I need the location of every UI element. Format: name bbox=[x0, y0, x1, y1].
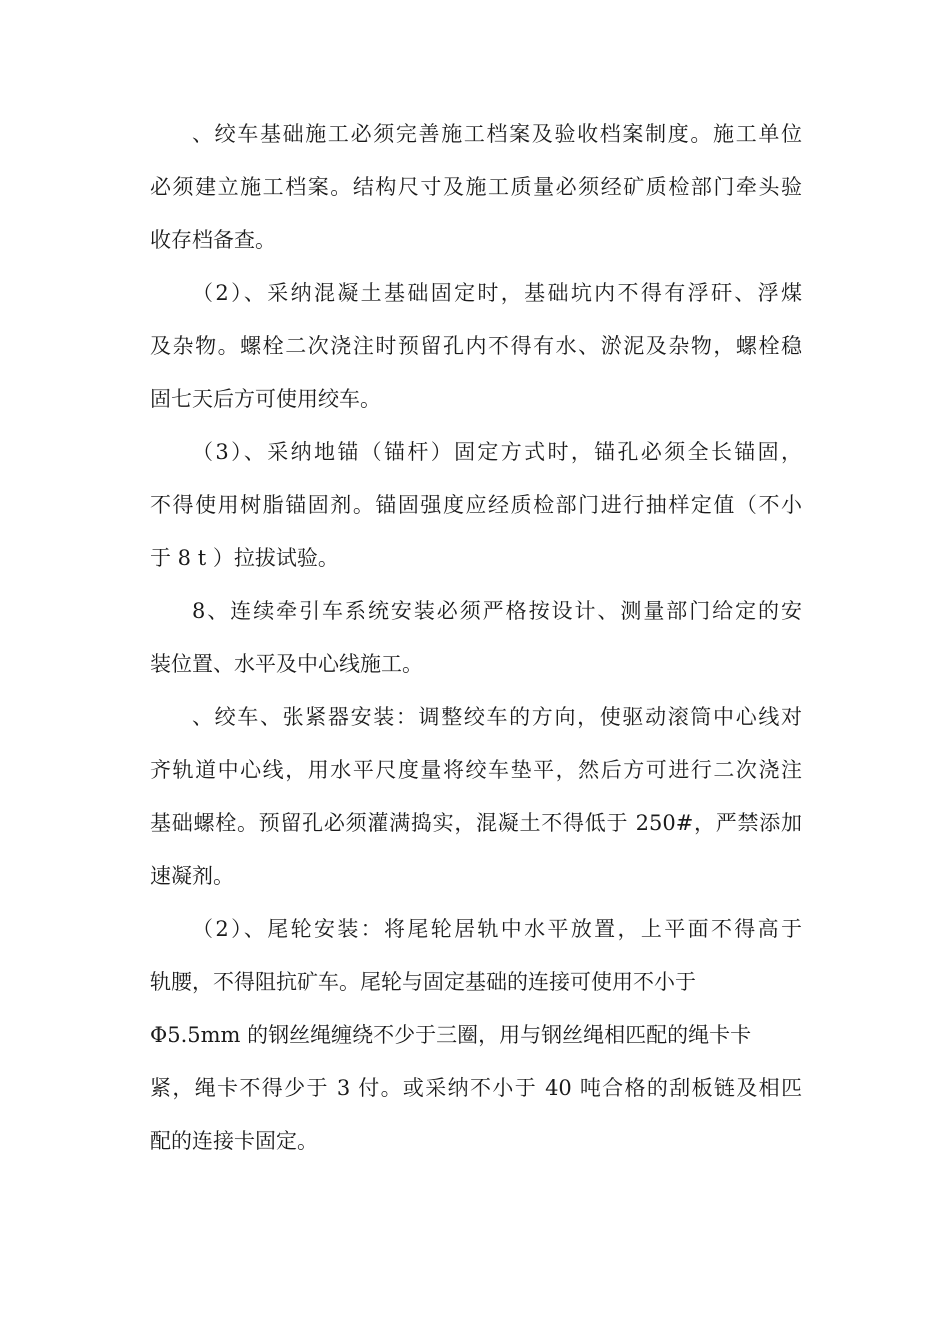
text-line: 齐轨道中心线，用水平尺度量将绞车垫平，然后方可进行二次浇注 bbox=[150, 758, 802, 782]
text-line: 基础螺栓。预留孔必须灌满捣实，混凝土不得低于 250#，严禁添加 bbox=[150, 811, 802, 835]
paragraph-5 bbox=[150, 691, 802, 903]
text-line: 固七天后方可使用绞车。 bbox=[150, 387, 381, 411]
paragraph-3 bbox=[150, 426, 802, 585]
text-line: 收存档备查。 bbox=[150, 228, 276, 252]
text-line: 必须建立施工档案。结构尺寸及施工质量必须经矿质检部门牵头验 bbox=[150, 175, 802, 199]
text-line: 装位置、水平及中心线施工。 bbox=[150, 652, 423, 676]
text-line: 及杂物。螺栓二次浇注时预留孔内不得有水、淤泥及杂物，螺栓稳 bbox=[150, 334, 802, 358]
text-line: （3）、采纳地锚（锚杆）固定方式时，锚孔必须全长锚固， bbox=[192, 440, 802, 464]
text-line: 配的连接卡固定。 bbox=[150, 1129, 318, 1153]
text-line: （2）、尾轮安装：将尾轮居轨中水平放置，上平面不得高于 bbox=[192, 917, 802, 941]
text-line: 8、连续牵引车系统安装必须严格按设计、测量部门给定的安 bbox=[192, 599, 802, 623]
paragraph-4 bbox=[150, 585, 802, 691]
text-line: 速凝剂。 bbox=[150, 864, 234, 888]
text-line: 、绞车、张紧器安装：调整绞车的方向，使驱动滚筒中心线对 bbox=[192, 705, 802, 729]
text-line: （2）、采纳混凝土基础固定时，基础坑内不得有浮矸、浮煤 bbox=[192, 281, 802, 305]
paragraph-2 bbox=[150, 267, 802, 426]
text-line: 轨腰，不得阻抗矿车。尾轮与固定基础的连接可使用不小于 bbox=[150, 970, 696, 994]
text-line: 紧，绳卡不得少于 3 付。或采纳不小于 40 吨合格的刮板链及相匹 bbox=[150, 1076, 802, 1100]
text-line: Φ5.5mm 的钢丝绳缠绕不少于三圈，用与钢丝绳相匹配的绳卡卡 bbox=[150, 1023, 752, 1047]
document-page bbox=[150, 108, 802, 1168]
paragraph-6 bbox=[150, 903, 802, 1168]
text-line: 于 8 t ）拉拔试验。 bbox=[150, 546, 339, 570]
text-line: 不得使用树脂锚固剂。锚固强度应经质检部门进行抽样定值（不小 bbox=[150, 493, 802, 517]
paragraph-1 bbox=[150, 108, 802, 267]
text-line: 、绞车基础施工必须完善施工档案及验收档案制度。施工单位 bbox=[192, 122, 802, 146]
